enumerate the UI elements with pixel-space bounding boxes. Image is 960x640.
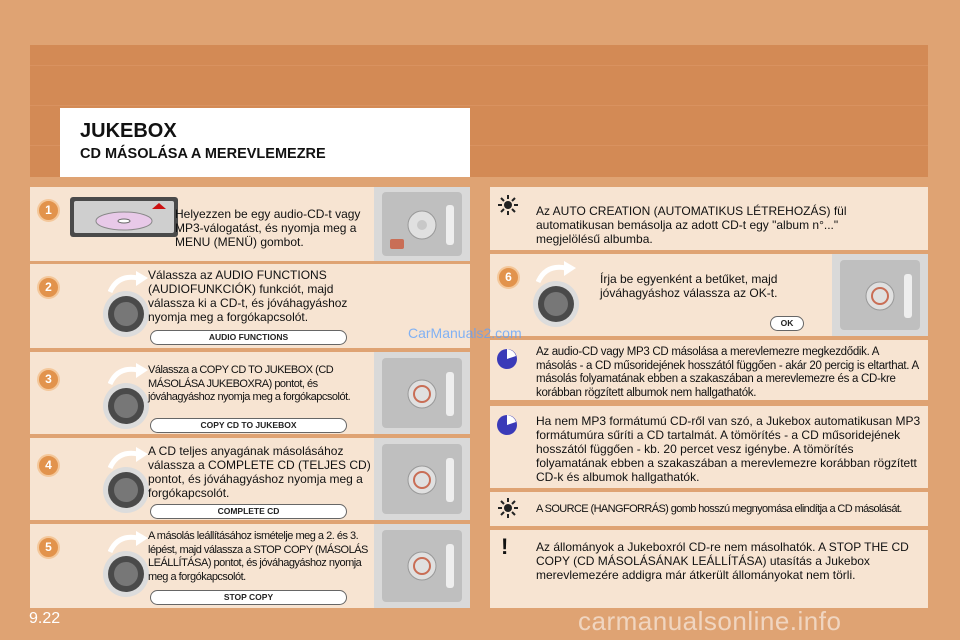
rotary-knob-icon [102,466,150,514]
source-button-note [490,492,928,526]
menu-option-pill: COPY CD TO JUKEBOX [150,418,347,433]
watermark: carmanualsonline.info [578,606,842,636]
step-number: 4 [37,454,60,477]
rotary-knob-icon [532,280,580,328]
watermark-link[interactable]: CarManuals2.com [408,325,522,341]
title-box [60,108,470,177]
copy-start-note [490,340,928,400]
mp3-compression-note [490,406,928,488]
menu-option-pill: COMPLETE CD [150,504,347,519]
auto-creation-note [490,187,928,250]
menu-option-pill: STOP COPY [150,590,347,605]
warning-exclamation-icon: ! [501,534,509,559]
menu-option-pill: AUDIO FUNCTIONS [150,330,347,345]
page-number: 9.22 [29,610,61,627]
radio-panel-image [832,254,928,336]
tip-sun-icon [498,195,518,215]
step-text: Válassza az AUDIO FUNCTIONS (AUDIOFUNKCIÓK) funkciót, majd válassza ki a CD-t, és jóváhagyáshoz nyomja meg a forgókapcsolót. [148,268,348,324]
step-number: 1 [37,199,60,222]
ok-pill: OK [770,316,804,331]
tip-sun-icon [498,498,518,518]
radio-panel-image [374,438,470,520]
note-text: Az állományok a Jukeboxról CD-re nem másolhatók. A STOP THE CD COPY (CD MÁSOLÁSÁNAK LEÁLLÍTÁSA) utasítás a Jukebox merevlemezére addigra már átkerült állományokat nem törli. [536,540,909,582]
step-5-panel [30,524,470,608]
step-2-panel [30,264,470,348]
step-text: Írja be egyenként a betűket, majd jóváhagyáshoz válassza az OK-t. [600,272,778,300]
rotary-knob-icon [102,550,150,598]
rotary-knob-icon [102,290,150,338]
rotary-knob-icon [102,382,150,430]
cd-player-icon [70,197,178,237]
step-number: 5 [37,536,60,559]
step-text: Helyezzen be egy audio-CD-t vagy MP3-válogatást, és nyomja meg a MENU (MENÜ) gombot. [175,207,361,249]
note-text: A SOURCE (HANGFORRÁS) gomb hosszú megnyomása elindítja a CD másolását. [536,503,902,515]
page-title: JUKEBOX [80,120,177,142]
pie-clock-icon [496,348,518,370]
step-number: 2 [37,276,60,299]
radio-panel-image [374,524,470,608]
note-text: Az AUTO CREATION (AUTOMATIKUS LÉTREHOZÁS) fül automatikusan bemásolja az adott CD-t egy "album n°..." megjelölésű albumba. [536,204,847,246]
radio-panel-image [374,187,470,261]
pie-clock-icon [496,414,518,436]
step-text: A másolás leállításához ismételje meg a 2. és 3. lépést, majd válassza a STOP COPY (MÁSOLÁS LEÁLLÍTÁSA) pontot, és jóváhagyáshoz nyomja meg a forgókapcsolót. [148,530,368,583]
step-text: A CD teljes anyagának másolásához válassza a COMPLETE CD (TELJES CD) pontot, és jóváhagyáshoz nyomja meg a forgókapcsolót. [148,444,371,500]
note-text: Ha nem MP3 formátumú CD-ről van szó, a Jukebox automatikusan MP3 formátumúra sűríti a CD tartalmát. A tömörítés - a CD műsoridejének hosszától függően - kb. 20 percet vesz igénybe. A tömörítés folyamatának ebben a szakaszában a merevlemezre korábban rögzített CD-k és albumok hallgathatók. [536,414,921,484]
step-1-panel [30,187,470,261]
warning-note [490,530,928,608]
radio-panel-image [374,352,470,434]
step-number: 3 [37,368,60,391]
step-6-panel [490,254,928,336]
note-text: Az audio-CD vagy MP3 CD másolása a merevlemezre megkezdődik. A másolás - a CD műsoridejének hosszától függően - akár 20 percig is eltarthat. A másolás folyamatának ebben a szakaszában a merevlemezre és a CD-kre korábban rögzített albumok nem hallgathatók. [536,346,919,399]
step-text: Válassza a COPY CD TO JUKEBOX (CD MÁSOLÁSA JUKEBOXRA) pontot, és jóváhagyáshoz nyomja meg a forgókapcsolót. [148,364,351,403]
step-number: 6 [497,266,520,289]
step-3-panel [30,352,470,434]
page-subtitle: CD MÁSOLÁSA A MEREVLEMEZRE [80,146,326,162]
step-4-panel [30,438,470,520]
